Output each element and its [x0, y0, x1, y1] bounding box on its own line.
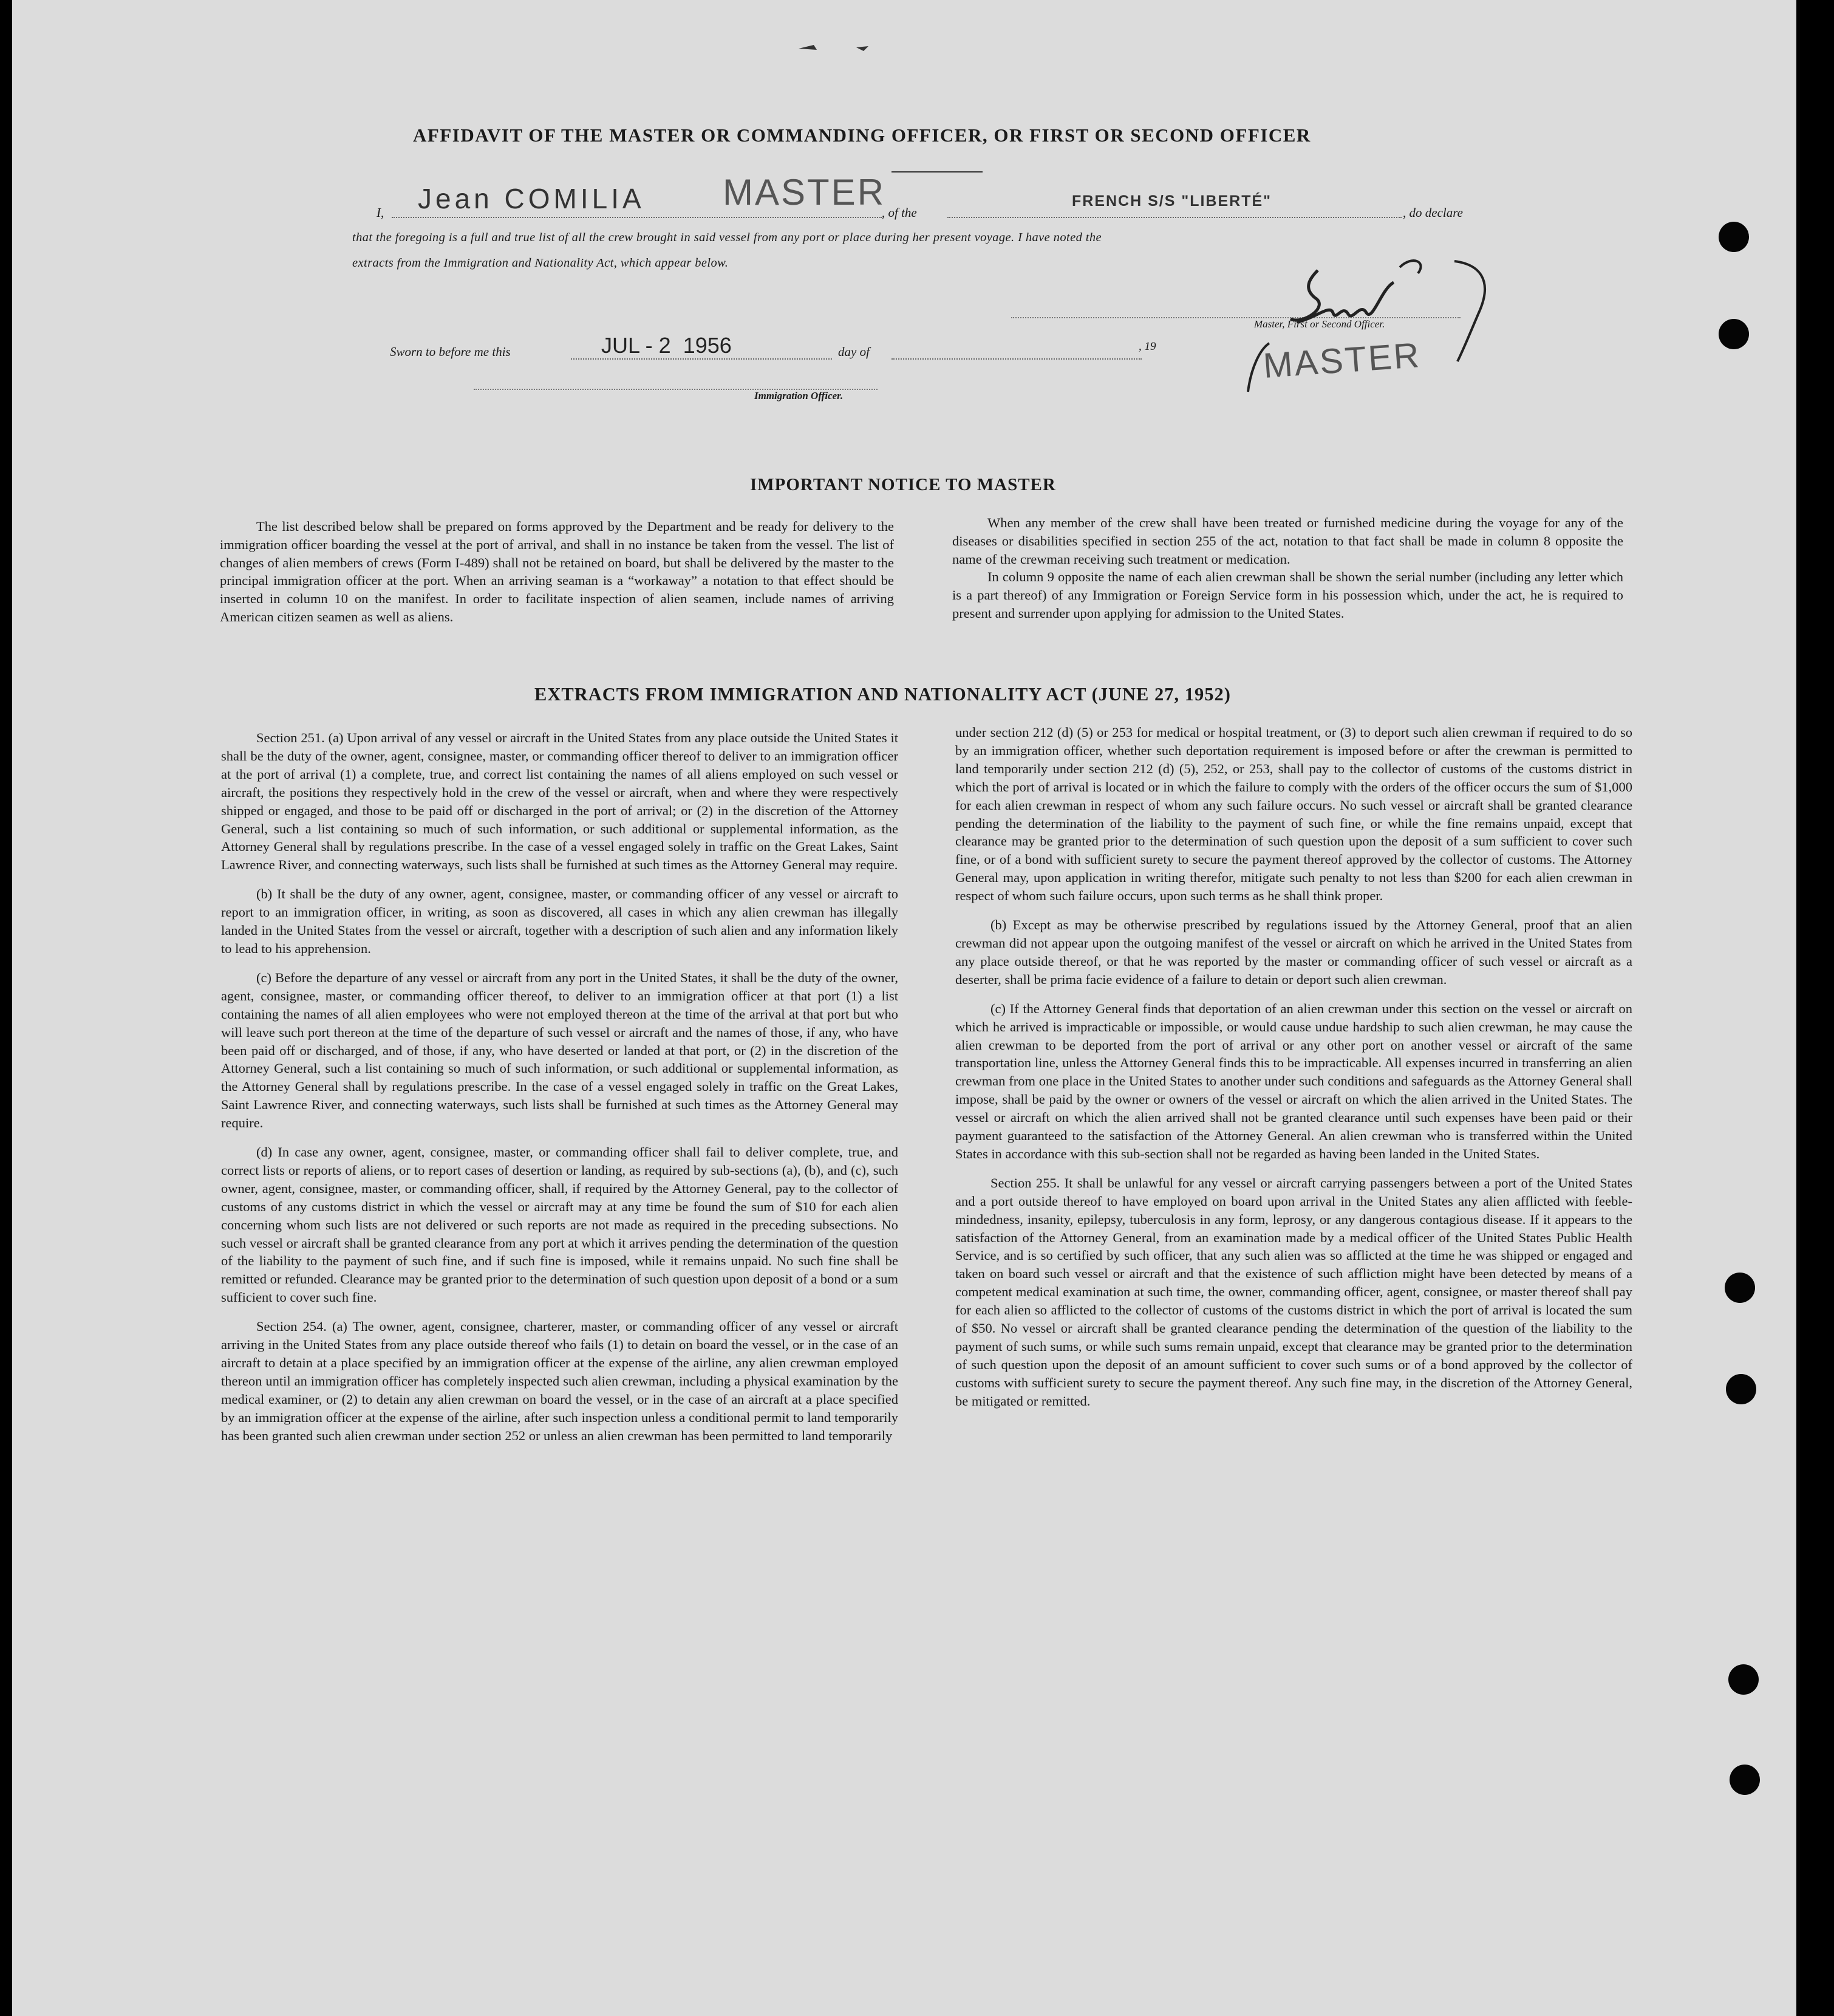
- do-declare-label: , do declare: [1403, 205, 1463, 220]
- notice-right-p1: When any member of the crew shall have been treated or furnished medicine during the voyage for any of the diseases or disabilities specified in section 255 of the act, notation to that fact shall be made in column 8 opposite the name of the crewman receiving such treatment or medication.: [952, 515, 1623, 567]
- extracts-right-column: [955, 723, 1632, 1421]
- officer-caption: Immigration Officer.: [754, 390, 844, 401]
- section-251b: (b) It shall be the duty of any owner, agent, consignee, master, or commanding officer of any vessel or aircraft to report to an immigration officer, in writing, as soon as discovered, all cases in which any alien crewman has illegally landed in the United States from the vessel or aircraft, together with a description of such alien and any information likely to lead to his apprehension.: [221, 886, 898, 956]
- declaration-text-1: that the foregoing is a full and true list of all the crew brought in said vessel from any port or place during her present voyage. I have noted the: [352, 231, 1102, 244]
- ink-smudge: [796, 40, 874, 55]
- notice-right-p2: In column 9 opposite the name of each alien crewman shall be shown the serial number (including any letter which is a part thereof) of any Immigration or Foreign Service form in his possession which, under the act, he is required to present and surrender upon applying for admission to the United States.: [952, 569, 1623, 621]
- section-251a: Section 251. (a) Upon arrival of any vessel or aircraft in the United States from any place outside the United States it shall be the duty of the owner, agent, consignee, master, or commanding officer thereof to deliver to an immigration officer at the port of arrival (1) a complete, true, and correct list containing the names of all aliens employed on such vessel or aircraft, the positions they respectively hold in the crew of the vessel or aircraft, when and where they were respectively shipped or engaged, and those to be paid off or discharged in the port of arrival; or (2) in the discretion of the Attorney General, such a list containing so much of such information, or such additional or supplemental information, as the Attorney General shall by regulations prescribe. In the case of a vessel engaged solely in traffic on the Great Lakes, Saint Lawrence River, and connecting waterways, such lists shall be furnished at such times as the Attorney General may require.: [221, 730, 898, 873]
- day-line: [891, 358, 1142, 360]
- vessel-line: [947, 217, 1402, 218]
- section-254c: (c) If the Attorney General finds that deportation of an alien crewman under this section on the vessel or aircraft on which he arrived is impracticable or impossible, or would cause undue hardship to such alien crewman, he may cause the alien crewman to be deported from the port of arrival or any other port on another vessel or aircraft of the same transportation line, unless the Attorney General finds this to be impracticable. All expenses incurred in transferring an alien crewman from one place in the United States to another under such conditions and safeguards as the Attorney General shall impose, shall be paid by the owner or owners of the vessel or aircraft on which the alien arrived in the United States. The vessel or aircraft on which the alien arrived shall not be granted clearance until such expenses have been paid or their payment guaranteed to the satisfaction of the Attorney General. An alien crewman who is transferred within the United States in accordance with this sub-section shall not be regarded as having been landed in the United States.: [955, 1000, 1632, 1161]
- sworn-label: Sworn to before me this: [390, 344, 511, 359]
- binder-hole: [1719, 222, 1749, 252]
- i-label: I,: [377, 205, 384, 220]
- notice-left: [220, 518, 894, 637]
- extracts-heading: EXTRACTS FROM IMMIGRATION AND NATIONALITY ACT (JUNE 27, 1952): [534, 684, 1231, 705]
- section-254a: Section 254. (a) The owner, agent, consignee, charterer, master, or commanding officer of any vessel or aircraft arriving in the United States from any place outside thereof who fails (1) to detain on board the vessel, or in the case of an aircraft to detain at a place specified by an immigration officer at the expense of the airline, any alien crewman employed thereon until an immigration officer has completely inspected such alien crewman, including a physical examination by the medical examiner, or (2) to detain any alien crewman on board the vessel, or in the case of an aircraft at a place specified by an immigration officer at the expense of the airline, after such inspection unless a conditional permit to land temporarily has been granted such alien crewman under section 252 or unless an alien crewman has been permitted to land temporarily: [221, 1319, 898, 1443]
- signature-stamp: MASTER: [1262, 335, 1422, 386]
- of-the-label: , of the: [882, 205, 917, 220]
- notice-right: [952, 514, 1623, 634]
- extracts-left-column: [221, 729, 898, 1456]
- date-line: [571, 358, 832, 360]
- day-of-label: day of: [838, 344, 870, 359]
- binder-hole: [1726, 1374, 1756, 1404]
- section-251d: (d) In case any owner, agent, consignee, master, or commanding officer shall fail to deliver complete, true, and correct lists or reports of aliens, or to report cases of desertion or landing, as required by sub-sections (a), (b), and (c), such owner, agent, consignee, master, or commanding officer, shall, if required by the Attorney General, pay to the collector of customs of any customs district in which the vessel or aircraft may at any time be found the sum of $10 for each alien concerning whom such lists are not delivered or such reports are not made as required in the preceding subsections. No such vessel or aircraft shall be granted clearance from any port at which it arrives pending the determination of the question of the liability to the payment of such fine, and if such fine is imposed, while it remains unpaid. No such fine shall be remitted or refunded. Clearance may be granted prior to the determination of such question upon deposit of a bond or a sum sufficient to cover such fine.: [221, 1144, 898, 1305]
- binder-hole: [1725, 1273, 1755, 1303]
- signature-caption: Master, First or Second Officer.: [1254, 318, 1385, 330]
- binder-hole: [1728, 1664, 1759, 1695]
- master-name: Jean COMILIA: [418, 183, 645, 214]
- section-254a-continued: under section 212 (d) (5) or 253 for medical or hospital treatment, or (3) to deport such alien crewman if required to do so by an immigration officer, whether such deportation requirement is imposed before or after the crewman is permitted to land temporarily under section 212 (d) (5), 252, or 253, shall pay to the collector of customs of the customs district in which the port of arrival is located or in which the failure to comply with the orders of the officer occurs the sum of $1,000 for each alien crewman in respect of whom any such failure occurs. No such vessel or aircraft shall be granted clearance pending the determination of the liability to the payment of such fine, or while the fine remains unpaid, except that clearance may be granted prior to the determination of such question upon the deposit of a sum sufficient to cover such fine, or of a bond with sufficient surety to secure the payment thereof approved by the collector of customs. The Attorney General may, upon application in writing therefor, mitigate such penalty to not less than $200 for each alien crewman in respect of whom such failure occurs, upon such terms as he shall think proper.: [955, 725, 1632, 904]
- year-label: , 19: [1139, 340, 1156, 353]
- rank-stamp: MASTER: [723, 172, 886, 213]
- affidavit-title: AFFIDAVIT OF THE MASTER OR COMMANDING OFFICER, OR FIRST OR SECOND OFFICER: [413, 125, 1311, 146]
- notice-left-text: The list described below shall be prepared on forms approved by the Department and be ready for delivery to the immigration officer boarding the vessel at the port of arrival, and shall in no instance be taken from the vessel. The list of changes of alien members of crews (Form I-489) shall not be retained on board, but shall be delivered by the master to the principal immigration officer at the port. When an arriving seaman is a “workaway” a notation to that effect should be inserted in column 10 on the manifest. In order to facilitate inspection of alien seamen, include names of arriving American citizen seamen as well as aliens.: [220, 519, 894, 624]
- title-rule: [891, 171, 983, 173]
- name-line: [392, 217, 882, 218]
- vessel-name: FRENCH S/S "LIBERTÉ": [1072, 193, 1272, 210]
- section-251c: (c) Before the departure of any vessel or aircraft from any port in the United States, it shall be the duty of the owner, agent, consignee, master, or commanding officer thereof, to deliver to an immigration officer at that port (1) a list containing the names of all alien employees who were not employed thereon at the time of the arrival at that port but who will leave such port thereon at the time of the departure of such vessel or aircraft and the names of those, if any, who have been paid off or discharged, and of those, if any, who have deserted or landed at that port, or (2) in the discretion of the Attorney General, such a list containing so much of such information, or such additional or supplemental information, as the Attorney General shall by regulations prescribe. In the case of a vessel engaged solely in traffic on the Great Lakes, Saint Lawrence River, and connecting waterways, such lists shall be furnished at such times as the Attorney General may require.: [221, 969, 898, 1131]
- sworn-date: JUL - 2 1956: [601, 333, 732, 358]
- notice-heading: IMPORTANT NOTICE TO MASTER: [750, 475, 1056, 494]
- section-255: Section 255. It shall be unlawful for any vessel or aircraft carrying passengers between a port of the United States and a port outside thereof to have employed on board upon arrival in the United States any alien afflicted with feeble-mindedness, insanity, epilepsy, tuberculosis in any form, leprosy, or any dangerous contagious disease. If it appears to the satisfaction of the Attorney General, from an examination made by a medical officer of the United States Public Health Service, and is so certified by such officer, that any such alien was so afflicted at the time he was shipped or engaged and taken on board such vessel or aircraft and that the existence of such affliction might have been detected by means of a competent medical examination at such time, the owner, commanding officer, agent, consignee, or master thereof shall pay for each alien so afflicted to the collector of customs of the customs district in which the port of arrival is located the sum of $50. No vessel or aircraft shall be granted clearance pending the determination of the question of the liability to the payment of such sums, or while such sums remain unpaid, except that clearance may be granted prior to the determination of such question upon the deposit of an amount sufficient to cover such sums or of a bond approved by the collector of customs with sufficient surety to secure the payment thereof. Any such fine may, in the discretion of the Attorney General, be mitigated or remitted.: [955, 1175, 1632, 1409]
- declaration-text-2: extracts from the Immigration and Nationality Act, which appear below.: [352, 256, 729, 270]
- document-page: [12, 0, 1796, 2016]
- binder-hole: [1730, 1765, 1760, 1795]
- binder-hole: [1719, 319, 1749, 349]
- section-254b: (b) Except as may be otherwise prescribed by regulations issued by the Attorney General, proof that an alien crewman did not appear upon the outgoing manifest of the vessel or aircraft on which he arrived in the United States from any place outside thereof, or that he was reported by the master or commanding officer of such vessel or aircraft as a deserter, shall be prima facie evidence of a failure to detain or deport such alien crewman.: [955, 917, 1632, 987]
